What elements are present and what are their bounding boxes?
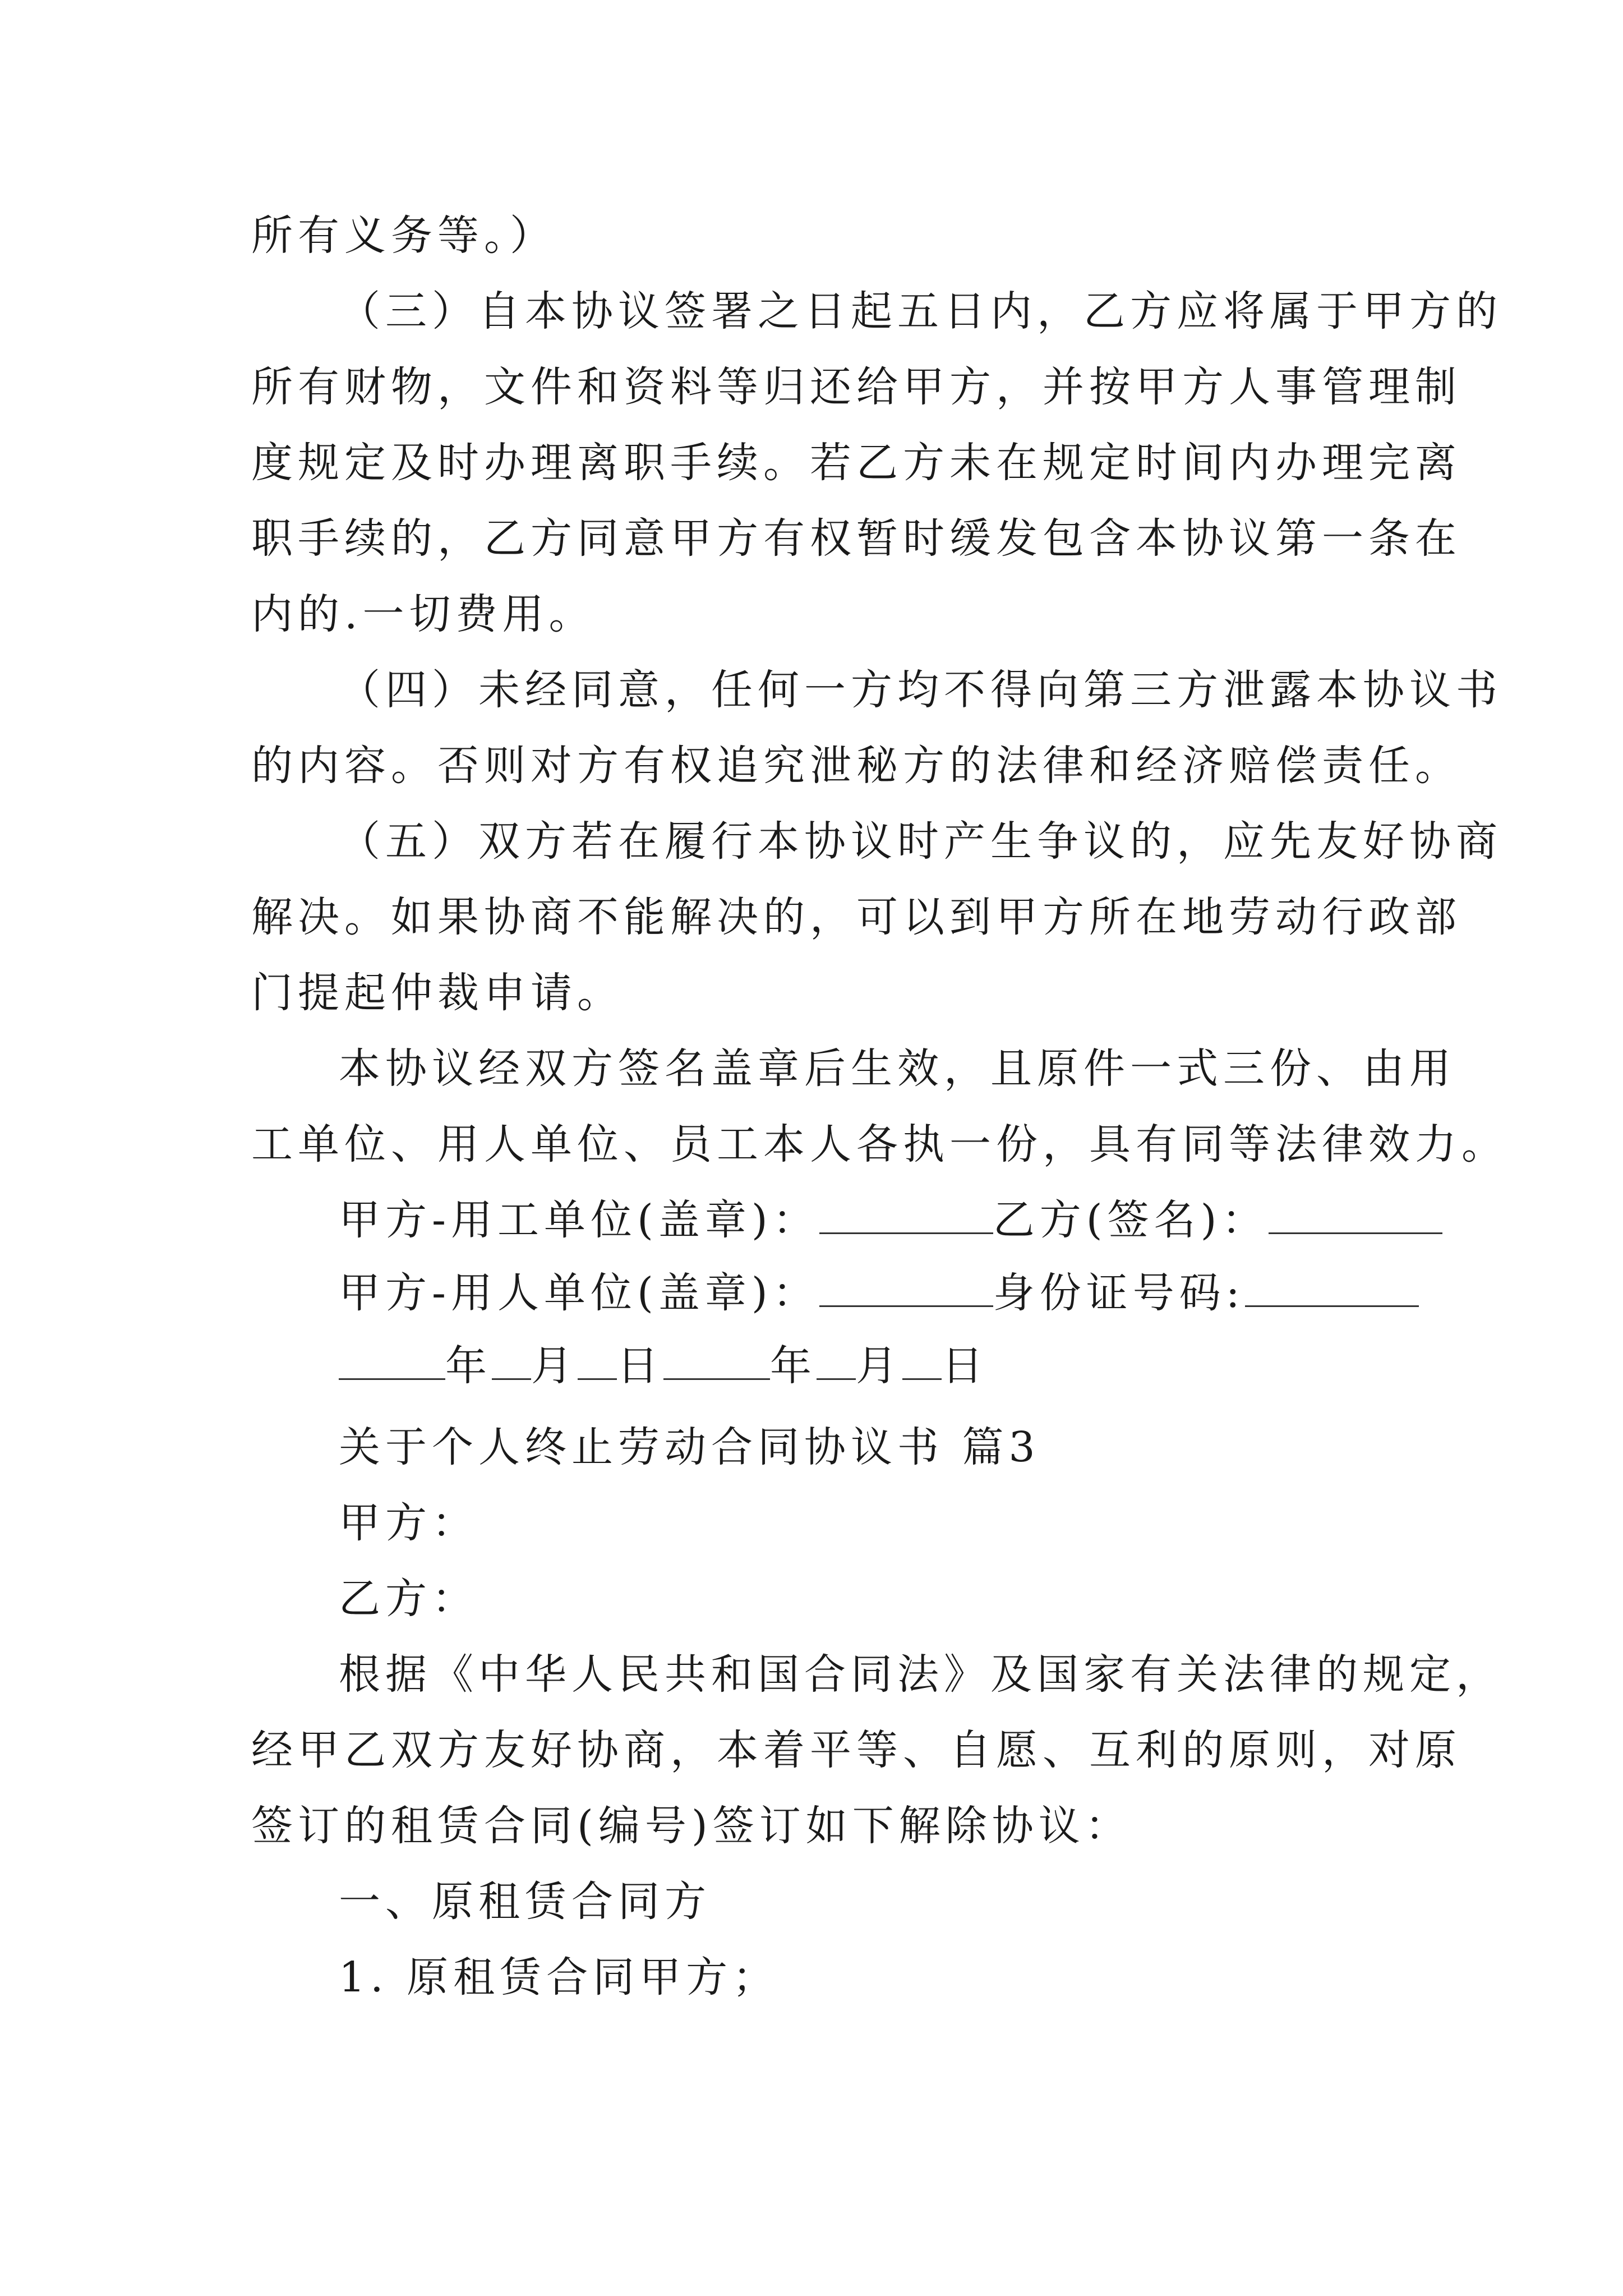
- party-a-line: 甲方：: [339, 1499, 478, 1547]
- paragraph-line: 签订的租赁合同(编号)签订如下解除协议：: [251, 1802, 1132, 1850]
- clause-three-line: （三）自本协议签署之日起五日内，乙方应将属于甲方的: [339, 287, 1502, 335]
- clause-five-line: （五）双方若在履行本协议时产生争议的，应先友好协商: [339, 817, 1502, 866]
- month-blank: [817, 1338, 856, 1380]
- day-blank: [578, 1338, 617, 1380]
- party-b-line: 乙方：: [339, 1575, 478, 1623]
- day-label: 日: [942, 1342, 988, 1390]
- paragraph-line: 门提起仲裁申请。: [251, 969, 624, 1017]
- party-b-sign-label: 乙方(签名)：: [993, 1196, 1269, 1244]
- clause-four-line: （四）未经同意，任何一方均不得向第三方泄露本协议书: [339, 666, 1502, 714]
- year-label: 年: [445, 1342, 492, 1390]
- month-label: 月: [531, 1342, 578, 1390]
- id-number-blank: [1245, 1265, 1419, 1307]
- sub-item-line: 1. 原租赁合同甲方；: [339, 1953, 780, 2001]
- paragraph-line: 经甲乙双方友好协商，本着平等、自愿、互利的原则，对原: [251, 1726, 1461, 1774]
- party-a-user-unit-label: 甲方-用人单位(盖章)：: [339, 1269, 819, 1317]
- signature-row-employer: [339, 1192, 1442, 1248]
- user-unit-seal-blank: [819, 1265, 993, 1307]
- paragraph-line: 所有义务等。）: [251, 211, 556, 260]
- section-title: 关于个人终止劳动合同协议书 篇3: [339, 1423, 1040, 1471]
- month-blank: [492, 1338, 531, 1380]
- date-row: [339, 1338, 988, 1394]
- party-a-employer-label: 甲方-用工单位(盖章)：: [339, 1196, 819, 1244]
- employer-seal-blank: [819, 1192, 993, 1234]
- paragraph-line: 内的.一切费用。: [251, 590, 596, 638]
- effect-clause-line: 本协议经双方签名盖章后生效，且原件一式三份、由用: [339, 1045, 1456, 1093]
- year-blank: [339, 1338, 445, 1380]
- preamble-line: 根据《中华人民共和国合同法》及国家有关法律的规定，: [339, 1650, 1502, 1699]
- paragraph-line: 所有财物，文件和资料等归还给甲方，并按甲方人事管理制: [251, 363, 1461, 411]
- year-label: 年: [770, 1342, 817, 1390]
- month-label: 月: [856, 1342, 902, 1390]
- signature-row-user-unit: [339, 1265, 1419, 1321]
- paragraph-line: 的内容。否则对方有权追究泄秘方的法律和经济赔偿责任。: [251, 742, 1461, 790]
- paragraph-line: 解决。如果协商不能解决的，可以到甲方所在地劳动行政部: [251, 893, 1461, 941]
- year-blank: [663, 1338, 770, 1380]
- paragraph-line: 度规定及时办理离职手续。若乙方未在规定时间内办理完离: [251, 439, 1461, 487]
- paragraph-line: 工单位、用人单位、员工本人各执一份，具有同等法律效力。: [251, 1120, 1508, 1168]
- paragraph-line: 职手续的，乙方同意甲方有权暂时缓发包含本协议第一条在: [251, 514, 1461, 563]
- day-blank: [902, 1338, 942, 1380]
- id-number-label: 身份证号码:: [993, 1269, 1245, 1317]
- party-b-sign-blank: [1269, 1192, 1442, 1234]
- day-label: 日: [617, 1342, 663, 1390]
- item-heading: 一、原租赁合同方: [339, 1878, 711, 1926]
